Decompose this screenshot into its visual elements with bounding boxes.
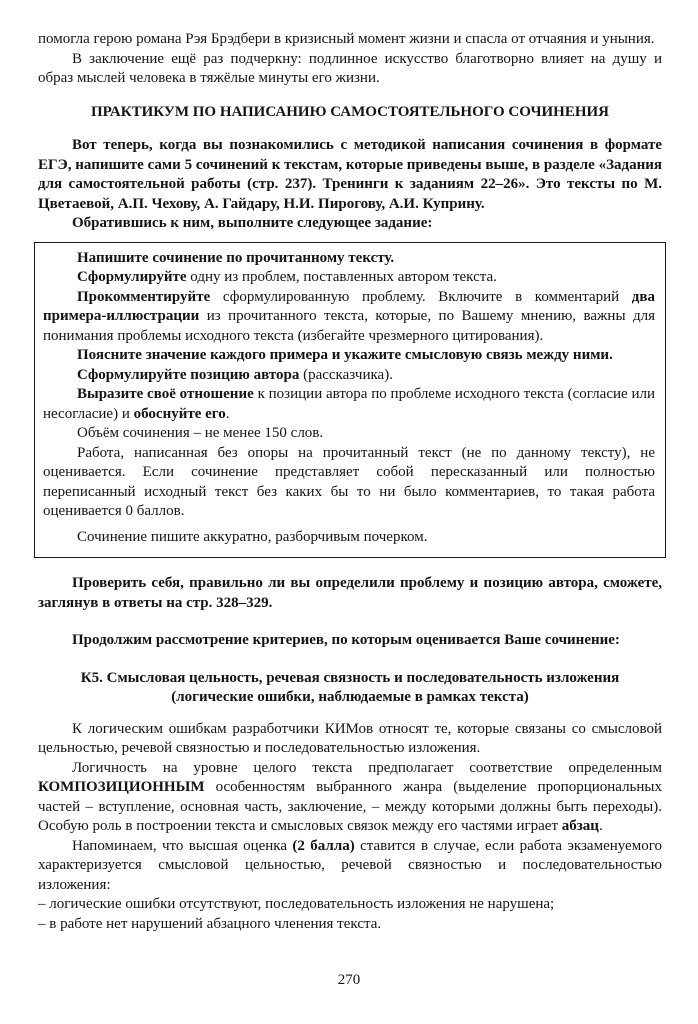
k5-heading-line1: К5. Смысловая цельность, речевая связность и последовательность изложения bbox=[80, 669, 620, 686]
paragraph-k5-logic-errors: К логическим ошибкам разработчики КИМов относят те, которые связаны со смысловой цельностью, речевой связностью и последовательностью изложения. bbox=[38, 720, 662, 756]
task-line-own-attitude: Выразите своё отношение к позиции автора по проблеме исходного текста (согласие или несогласие) и обоснуйте его. bbox=[43, 386, 655, 422]
section-heading-k5 bbox=[38, 669, 662, 708]
bullet-no-paragraph-errors: – в работе нет нарушений абзацного членения текста. bbox=[38, 915, 382, 932]
paragraph-conclusion-continuation: помогла герою романа Рэя Брэдбери в кризисный момент жизни и спасла от отчаяния и уныния. bbox=[38, 31, 655, 47]
paragraph-continue-criteria: Продолжим рассмотрение критериев, по которым оценивается Ваше сочинение: bbox=[72, 632, 620, 648]
k5-heading-line2: (логические ошибки, наблюдаемые в рамках текста) bbox=[171, 689, 529, 705]
task-line-formulate-problem: Сформулируйте одну из проблем, поставленных автором текста. bbox=[77, 269, 497, 285]
task-line-volume: Объём сочинения – не менее 150 слов. bbox=[77, 425, 324, 441]
paragraph-k5-top-score: Напоминаем, что высшая оценка (2 балла) ставится в случае, если работа экзаменуемого характеризуется смысловой цельностью, речевой связностью и последовательностью изложения: bbox=[38, 837, 662, 893]
bullet-no-logic-errors: – логические ошибки отсутствуют, последовательность изложения не нарушена; bbox=[38, 896, 555, 912]
paragraph-practicum-intro: Вот теперь, когда вы познакомились с методикой написания сочинения в формате ЕГЭ, напишите сами 5 сочинений к текстам, которые приведены выше, в разделе «Задания для самостоятельной работы (стр. 237). Тренинги к заданиям 22–26». Это тексты по М. Цветаевой, А.П. Чехову, А. Гайдару, Н.И. Пирогову, А.И. Куприну. bbox=[38, 137, 662, 212]
paragraph-practicum-instruction: Обратившись к ним, выполните следующее задание: bbox=[72, 215, 433, 231]
task-line-comment: Прокомментируйте сформулированную проблему. Включите в комментарий два примера-иллюстрации из прочитанного текста, которые, по Вашему мнению, важны для понимания проблемы исходного текста (избегайте чрезмерного цитирования). bbox=[43, 288, 655, 344]
task-line-explain-examples: Поясните значение каждого примера и укажите смысловую связь между ними. bbox=[77, 347, 613, 363]
paragraph-k5-composition: Логичность на уровне целого текста предполагает соответствие определенным КОМПОЗИЦИОННЫМ особенностям выбранного жанра (выделение пропорциональных частей – вступление, основная часть, заключение, – между которыми должны быть переходы). Особую роль в построении текста и смысловых связок между его частями играет абзац. bbox=[38, 759, 662, 834]
task-line-author-position: Сформулируйте позицию автора (рассказчика). bbox=[77, 366, 393, 383]
task-line-handwriting: Сочинение пишите аккуратно, разборчивым почерком. bbox=[77, 528, 428, 545]
page-number: 270 bbox=[337, 971, 361, 988]
paragraph-check-answers: Проверить себя, правильно ли вы определили проблему и позицию автора, сможете, заглянув в ответы на стр. 328–329. bbox=[38, 575, 662, 611]
task-line-write-essay: Напишите сочинение по прочитанному тексту. bbox=[77, 249, 395, 266]
section-heading-practicum: ПРАКТИКУМ ПО НАПИСАНИЮ САМОСТОЯТЕЛЬНОГО СОЧИНЕНИЯ bbox=[90, 103, 609, 120]
task-line-zero-score: Работа, написанная без опоры на прочитанный текст (не по данному тексту), не оценивается. Если сочинение представляет собой пересказанный или полностью переписанный исходный текст без каких бы то ни было комментариев, то такая работа оценивается 0 баллов. bbox=[43, 444, 655, 519]
paragraph-conclusion: В заключение ещё раз подчеркну: подлинное искусство благотворно влияет на душу и образ мыслей человека в тяжёлые минуты его жизни. bbox=[38, 50, 662, 86]
assignment-box bbox=[34, 242, 666, 559]
